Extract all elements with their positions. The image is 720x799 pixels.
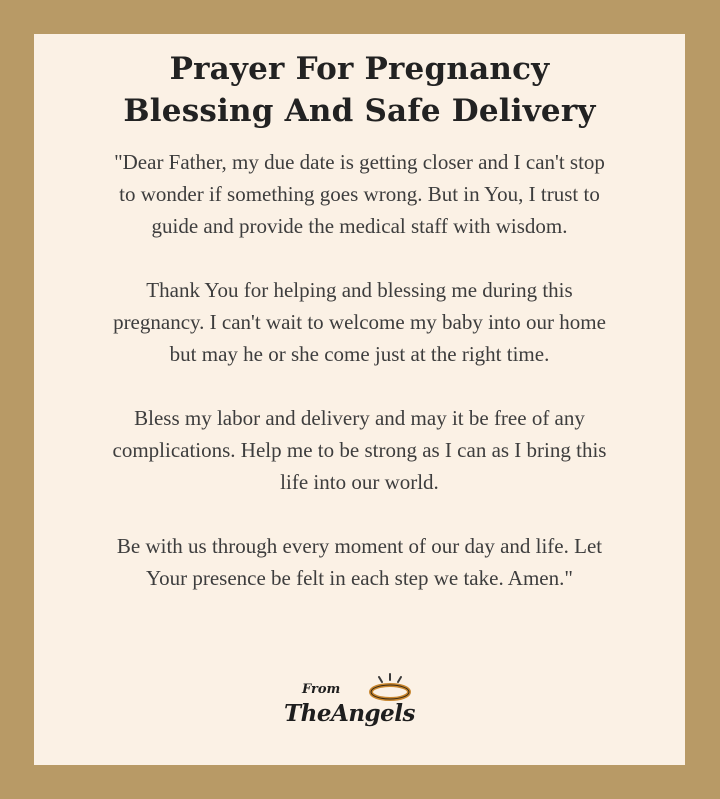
- prayer-paragraph: [52, 274, 667, 370]
- title-line: Blessing And Safe Delivery: [123, 93, 596, 129]
- halo-icon: [366, 672, 414, 702]
- prayer-line: Your presence be felt in each step we take. Amen.": [146, 566, 573, 590]
- prayer-card: [34, 34, 685, 765]
- prayer-paragraph: [52, 530, 667, 594]
- prayer-line: to wonder if something goes wrong. But in You, I trust to: [119, 182, 600, 206]
- prayer-paragraph: [52, 146, 667, 242]
- prayer-line: Be with us through every moment of our day and life. Let: [116, 534, 603, 558]
- prayer-line: but may he or she come just at the right time.: [169, 342, 550, 366]
- title-line: Prayer For Pregnancy: [169, 51, 550, 87]
- logo-from-text: From: [302, 682, 341, 697]
- prayer-body: [52, 146, 667, 594]
- prayer-line: complications. Help me to be strong as I can as I bring this: [112, 438, 607, 462]
- prayer-paragraph: [52, 402, 667, 498]
- prayer-title: [52, 48, 667, 132]
- prayer-line: guide and provide the medical staff with wisdom.: [151, 214, 568, 238]
- logo-name-text: TheAngels: [284, 700, 415, 727]
- prayer-line: pregnancy. I can't wait to welcome my baby into our home: [113, 310, 606, 334]
- prayer-line: Bless my labor and delivery and may it be free of any: [134, 406, 585, 430]
- prayer-line: "Dear Father, my due date is getting closer and I can't stop: [114, 150, 605, 174]
- prayer-line: life into our world.: [280, 470, 439, 494]
- brand-logo: [34, 672, 685, 736]
- prayer-line: Thank You for helping and blessing me during this: [146, 278, 573, 302]
